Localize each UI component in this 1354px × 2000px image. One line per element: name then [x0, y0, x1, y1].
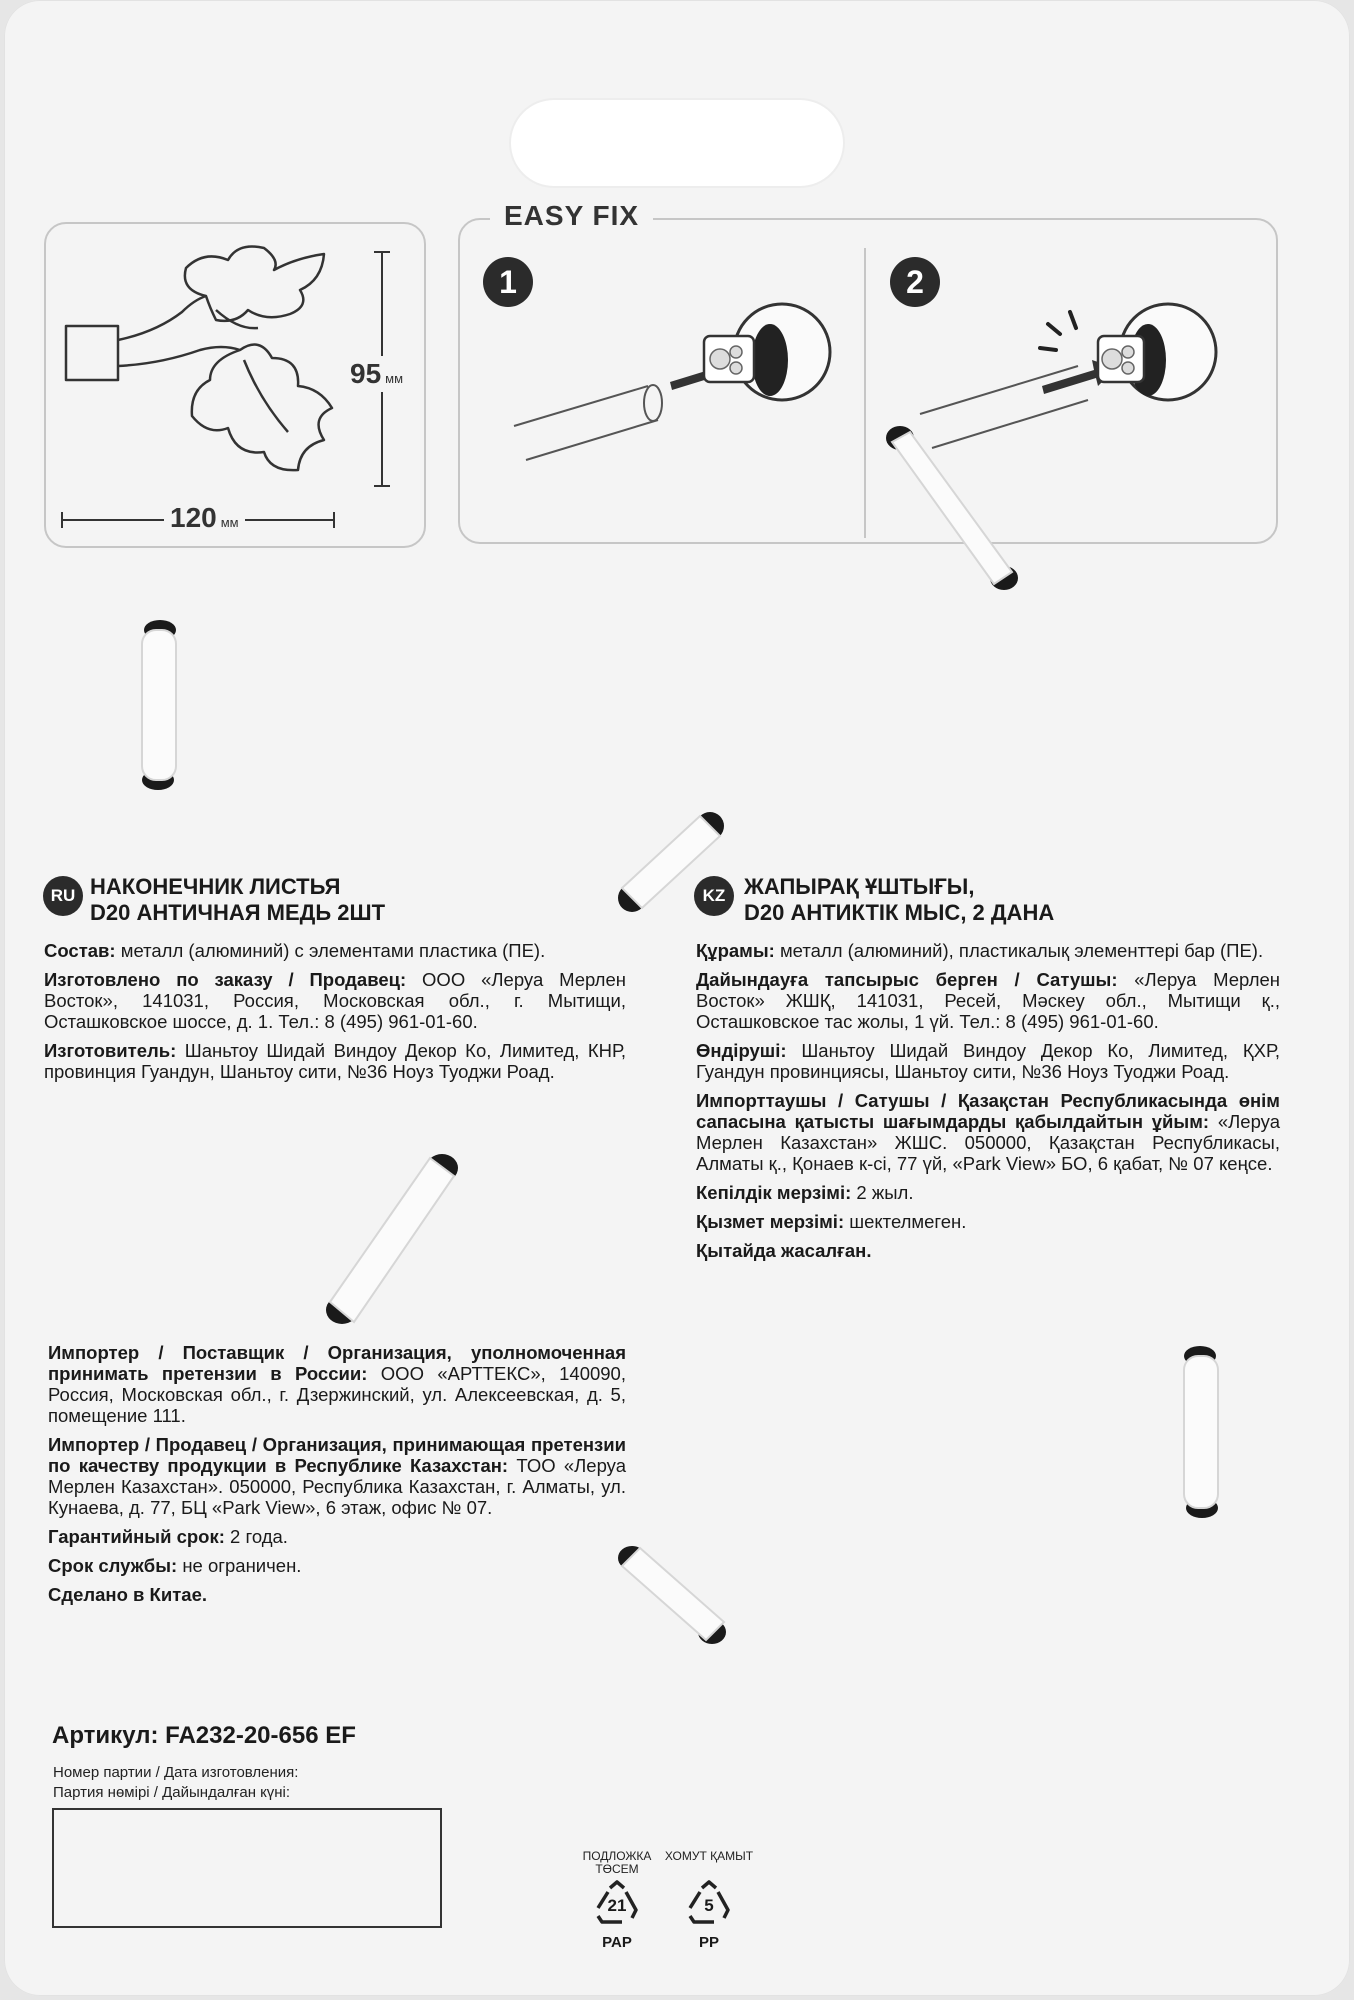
height-label [350, 356, 403, 392]
step-1-badge: 1 [483, 257, 533, 307]
kz-product-title [744, 874, 1054, 926]
kz-manufacturer: Өндіруші: Шаньтоу Шидай Виндоу Декор Ко, Лимитед, ҚХР, Гуандун провинциясы, Шаньтоу сити, №36 Ноуз Туоджи Роад. [696, 1040, 1280, 1082]
ru-badge: RU [43, 876, 83, 916]
kz-title-line2: D20 АНТИКТІК МЫС, 2 ДАНА [744, 900, 1055, 925]
width-label [164, 502, 245, 534]
leaf-finial-drawing [60, 240, 360, 510]
recycle-pp-code: 5 [704, 1896, 714, 1915]
recycle-pap-code: 21 [607, 1896, 627, 1915]
article-number: Артикул: FA232-20-656 EF [52, 1722, 356, 1749]
ru-composition: Состав: металл (алюминий) с элементами пластика (ПЕ). [44, 940, 546, 961]
ru-made-in: Сделано в Китае. [48, 1584, 208, 1605]
kz-importer: Импорттаушы / Сатушы / Қазақстан Республикасында өнім сапасына қатысты шағымдарды қабылдайтын ұйым: «Леруа Мерлен Казахстан» ЖШС. 050000, Қазақстан Республикасы, Алматы қ., Қонаев к-сі, 77 үй, «Park View» БО, 6 қабат, № 07 кеңсе. [696, 1090, 1280, 1174]
ru-warranty: Гарантийный срок: 2 года. [48, 1526, 288, 1547]
hang-hole [511, 100, 843, 186]
kz-info [696, 940, 1280, 1269]
ru-seller: Изготовлено по заказу / Продавец: ООО «Леруа Мерлен Восток», 141031, Россия, Московская обл., г. Мытищи, Осташковское шоссе, д. 1. Тел.: 8 (495) 961-01-60. [44, 969, 626, 1032]
ru-info-top [44, 940, 626, 1090]
batch-date-box [52, 1808, 442, 1928]
ru-importer-russia: Импортер / Поставщик / Организация, уполномоченная принимать претензии в России: ООО «АРТТЕКС», 140090, Россия, Московская обл., г. Дзержинский, ул. Алексеевская, д. 5, помещение 111. [48, 1342, 626, 1426]
kz-title-line1: ЖАПЫРАҚ ҰШТЫҒЫ, [744, 874, 975, 899]
kz-composition: Құрамы: металл (алюминий), пластикалық элементтері бар (ПЕ). [696, 940, 1264, 961]
plastic-tie [122, 616, 192, 796]
kz-seller: Дайындауға тапсырыс берген / Сатушы: «Леруа Мерлен Восток» ЖШҚ, 141031, Ресей, Мәскеу обл., Мытищи қ., Осташковское тас жолы, 1 үй. Тел.: 8 (495) 961-01-60. [696, 969, 1281, 1032]
width-value: 120 [170, 502, 217, 533]
ru-title-line2: D20 АНТИЧНАЯ МЕДЬ 2ШТ [90, 900, 386, 925]
recycle-pp-top: ХОМУТ ҚАМЫТ [664, 1849, 754, 1863]
width-unit: мм [220, 515, 239, 530]
kz-service-life: Қызмет мерзімі: шектелмеген. [696, 1211, 967, 1232]
easy-fix-label: EASY FIX [490, 200, 653, 232]
height-unit: мм [385, 371, 404, 386]
ru-manufacturer: Изготовитель: Шаньтоу Шидай Виндоу Декор Ко, Лимитед, КНР, провинция Гуандун, Шаньтоу сити, №36 Ноуз Туоджи Роад. [44, 1040, 626, 1082]
step-1-illustration [500, 290, 850, 470]
ru-importer-kazakhstan: Импортер / Продавец / Организация, принимающая претензии по качеству продукции в Республике Казахстан: ТОО «Леруа Мерлен Казахстан». 050000, Республика Казахстан, г. Алматы, ул. Кунаева, д. 77, БЦ «Park View», 6 этаж, офис № 07. [48, 1434, 626, 1518]
plastic-tie [318, 1150, 468, 1330]
recycle-mark-pp [664, 1850, 754, 1951]
ru-product-title [90, 874, 385, 926]
batch-label-kz: Партия нөмірі / Дайындалған күні: [53, 1784, 291, 1801]
plastic-tie [612, 1540, 732, 1650]
recycle-mark-pap [572, 1850, 662, 1951]
ru-info-bottom [48, 1342, 626, 1613]
recycle-pp-bottom: PP [698, 1934, 719, 1951]
recycle-pap-top: ПОДЛОЖКА ТӨСЕМ [582, 1849, 652, 1876]
batch-label-ru: Номер партии / Дата изготовления: [53, 1764, 299, 1781]
plastic-tie [1166, 1342, 1236, 1522]
recycle-pap-bottom: PAP [602, 1934, 632, 1951]
ru-service-life: Срок службы: не ограничен. [48, 1555, 302, 1576]
kz-made-in: Қытайда жасалған. [696, 1240, 872, 1261]
step-2-badge: 2 [890, 257, 940, 307]
ru-title-line1: НАКОНЕЧНИК ЛИСТЬЯ [90, 874, 341, 899]
plastic-tie [878, 420, 1028, 600]
easy-fix-divider [864, 248, 866, 538]
kz-badge: KZ [694, 876, 734, 916]
kz-warranty: Кепілдік мерзімі: 2 жыл. [696, 1182, 914, 1203]
height-value: 95 [350, 358, 382, 389]
